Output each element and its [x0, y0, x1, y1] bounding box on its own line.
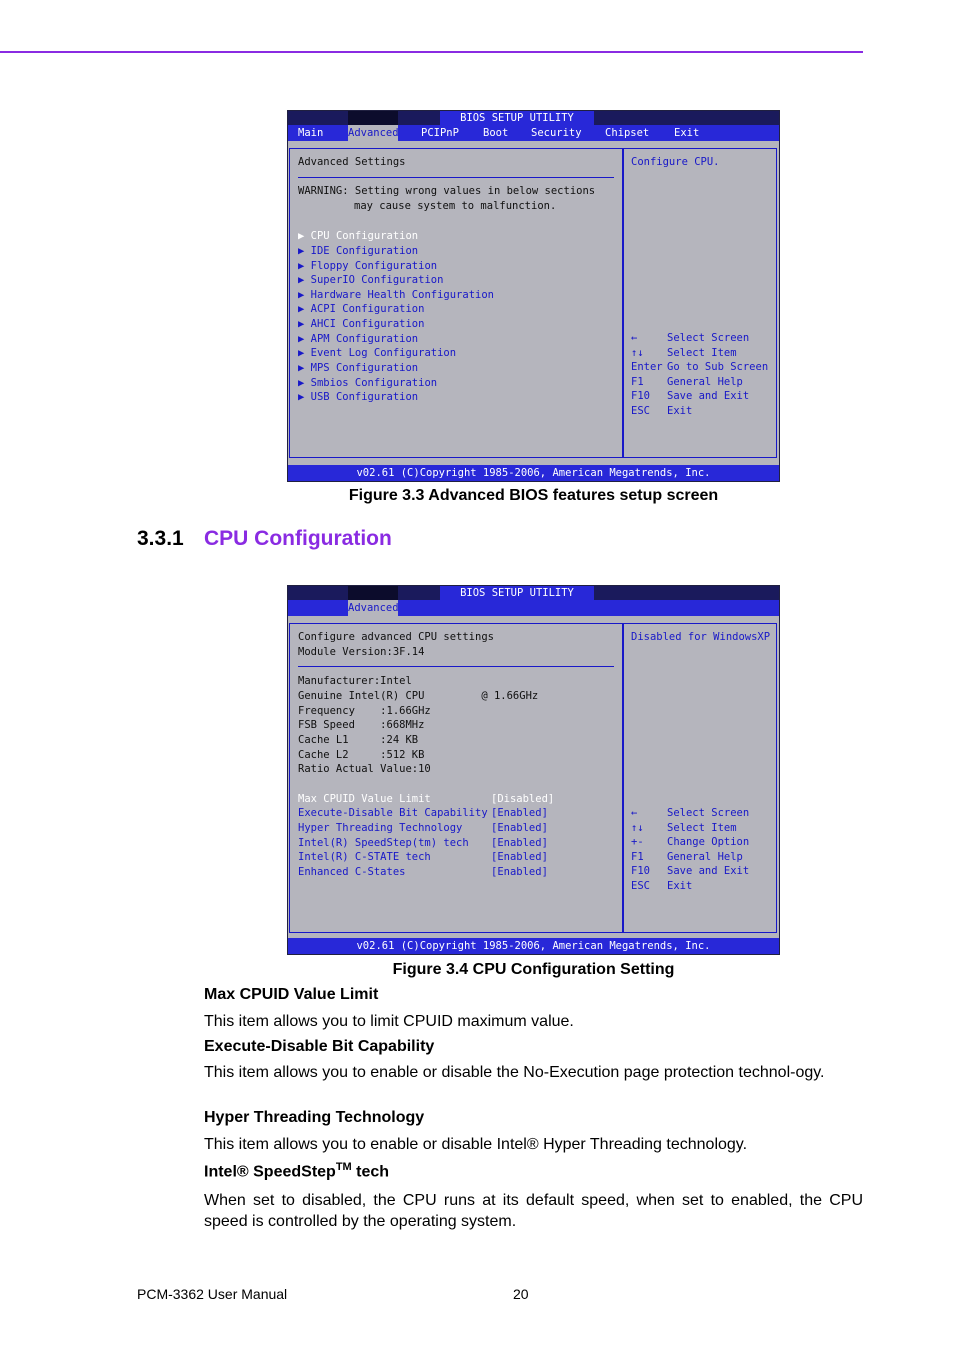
- submenu-item: ▶ Floppy Configuration: [298, 260, 438, 272]
- section-title: CPU Configuration: [204, 527, 392, 550]
- cpu-info-line: Manufacturer:Intel: [298, 675, 412, 687]
- bios-heading: Advanced Settings: [298, 156, 406, 168]
- menu-boot: Boot: [483, 127, 509, 139]
- help-text: Disabled for WindowsXP: [631, 631, 771, 643]
- submenu-item: ▶ Smbios Configuration: [298, 377, 438, 389]
- bios-title: BIOS SETUP UTILITY: [440, 111, 594, 125]
- submenu-item: ▶ IDE Configuration: [298, 245, 419, 257]
- figure-caption: Figure 3.3 Advanced BIOS features setup screen: [348, 487, 719, 504]
- setting-row: Intel(R) C-STATE tech [Enabled]: [298, 851, 548, 863]
- bios-menu-bar: [288, 600, 779, 616]
- key-legend-row: Enter Go to Sub Screen: [631, 361, 769, 373]
- bios-screenshot-cpu: [287, 585, 780, 955]
- bios-title-bar: [288, 586, 779, 600]
- key-legend-row: +- Change Option: [631, 836, 750, 848]
- cpu-info-line: Cache L2 :512 KB: [298, 749, 425, 761]
- bios-menu-bar: [288, 125, 779, 141]
- bios-warning-cont: may cause system to malfunction.: [354, 200, 557, 212]
- footer-page-number: 20: [513, 1286, 529, 1302]
- item-heading: Intel® SpeedStep™ tech: [204, 1161, 390, 1181]
- menu-chipset: Chipset: [605, 127, 650, 139]
- help-text: Configure CPU.: [631, 156, 720, 168]
- header-rule: [0, 51, 863, 53]
- submenu-item: ▶ APM Configuration: [298, 333, 419, 345]
- bios-title: BIOS SETUP UTILITY: [440, 586, 594, 600]
- key-legend-row: ← Select Screen: [631, 807, 750, 819]
- bios-main-panel: [289, 623, 623, 933]
- item-heading: Execute-Disable Bit Capability: [204, 1038, 435, 1055]
- bios-help-panel: [623, 148, 777, 458]
- setting-row: Hyper Threading Technology [Enabled]: [298, 822, 548, 834]
- figure-caption: Figure 3.4 CPU Configuration Setting: [392, 961, 675, 978]
- item-description: When set to disabled, the CPU runs at its default speed, when set to enabled, the CPU speed is controlled by the operating system.: [204, 1192, 863, 1230]
- footer-manual-name: PCM-3362 User Manual: [137, 1286, 288, 1302]
- key-legend-row: F1 General Help: [631, 851, 743, 863]
- key-legend-row: ↑↓ Select Item: [631, 347, 737, 359]
- key-legend-row: ← Select Screen: [631, 332, 750, 344]
- submenu-item: ▶ CPU Configuration: [298, 230, 419, 242]
- bios-screenshot-advanced: [287, 110, 780, 482]
- setting-row: Execute-Disable Bit Capability [Enabled]: [298, 807, 548, 819]
- submenu-item: ▶ Event Log Configuration: [298, 347, 457, 359]
- setting-row: Intel(R) SpeedStep(tm) tech [Enabled]: [298, 837, 548, 849]
- bios-main-panel: [289, 148, 623, 458]
- cpu-info-line: Frequency :1.66GHz: [298, 705, 431, 717]
- module-version: Module Version:3F.14: [298, 646, 425, 658]
- menu-advanced: Advanced: [348, 127, 399, 139]
- bios-status-bar: v02.61 (C)Copyright 1985-2006, American Megatrends, Inc.: [288, 465, 779, 481]
- menu-advanced: Advanced: [348, 602, 399, 614]
- item-description: This item allows you to enable or disable the No-Execution page protection technol-ogy.: [204, 1064, 825, 1081]
- key-legend-row: F1 General Help: [631, 376, 743, 388]
- item-heading: Hyper Threading Technology: [204, 1109, 425, 1126]
- submenu-item: ▶ Hardware Health Configuration: [298, 289, 494, 301]
- submenu-item: ▶ USB Configuration: [298, 391, 419, 403]
- submenu-item: ▶ ACPI Configuration: [298, 303, 425, 315]
- setting-row: Enhanced C-States [Enabled]: [298, 866, 548, 878]
- key-legend-row: ESC Exit: [631, 405, 693, 417]
- menu-pcipnp: PCIPnP: [421, 127, 459, 139]
- bios-warning: WARNING: Setting wrong values in below sections: [298, 185, 596, 197]
- submenu-item: ▶ SuperIO Configuration: [298, 274, 444, 286]
- key-legend-row: ESC Exit: [631, 880, 693, 892]
- bios-title-bar: [288, 111, 779, 125]
- key-legend-row: F10 Save and Exit: [631, 390, 750, 402]
- submenu-item: ▶ MPS Configuration: [298, 362, 419, 374]
- cpu-info-line: FSB Speed :668MHz: [298, 719, 425, 731]
- bios-heading: Configure advanced CPU settings: [298, 631, 494, 643]
- menu-security: Security: [531, 127, 582, 139]
- menu-exit: Exit: [674, 127, 700, 139]
- submenu-item: ▶ AHCI Configuration: [298, 318, 425, 330]
- cpu-info-line: Genuine Intel(R) CPU @ 1.66GHz: [298, 690, 539, 702]
- menu-main: Main: [298, 127, 324, 139]
- bios-status-bar: v02.61 (C)Copyright 1985-2006, American Megatrends, Inc.: [288, 938, 779, 954]
- cpu-info-line: Ratio Actual Value:10: [298, 763, 431, 775]
- item-heading: Max CPUID Value Limit: [204, 986, 379, 1003]
- setting-row-selected: Max CPUID Value Limit [Disabled]: [298, 793, 555, 805]
- item-description: This item allows you to enable or disable Intel® Hyper Threading technology.: [204, 1136, 748, 1153]
- item-description: This item allows you to limit CPUID maximum value.: [204, 1013, 574, 1030]
- key-legend-row: ↑↓ Select Item: [631, 822, 737, 834]
- cpu-info-line: Cache L1 :24 KB: [298, 734, 419, 746]
- section-number: 3.3.1: [137, 527, 184, 550]
- key-legend-row: F10 Save and Exit: [631, 865, 750, 877]
- bios-help-panel: [623, 623, 777, 933]
